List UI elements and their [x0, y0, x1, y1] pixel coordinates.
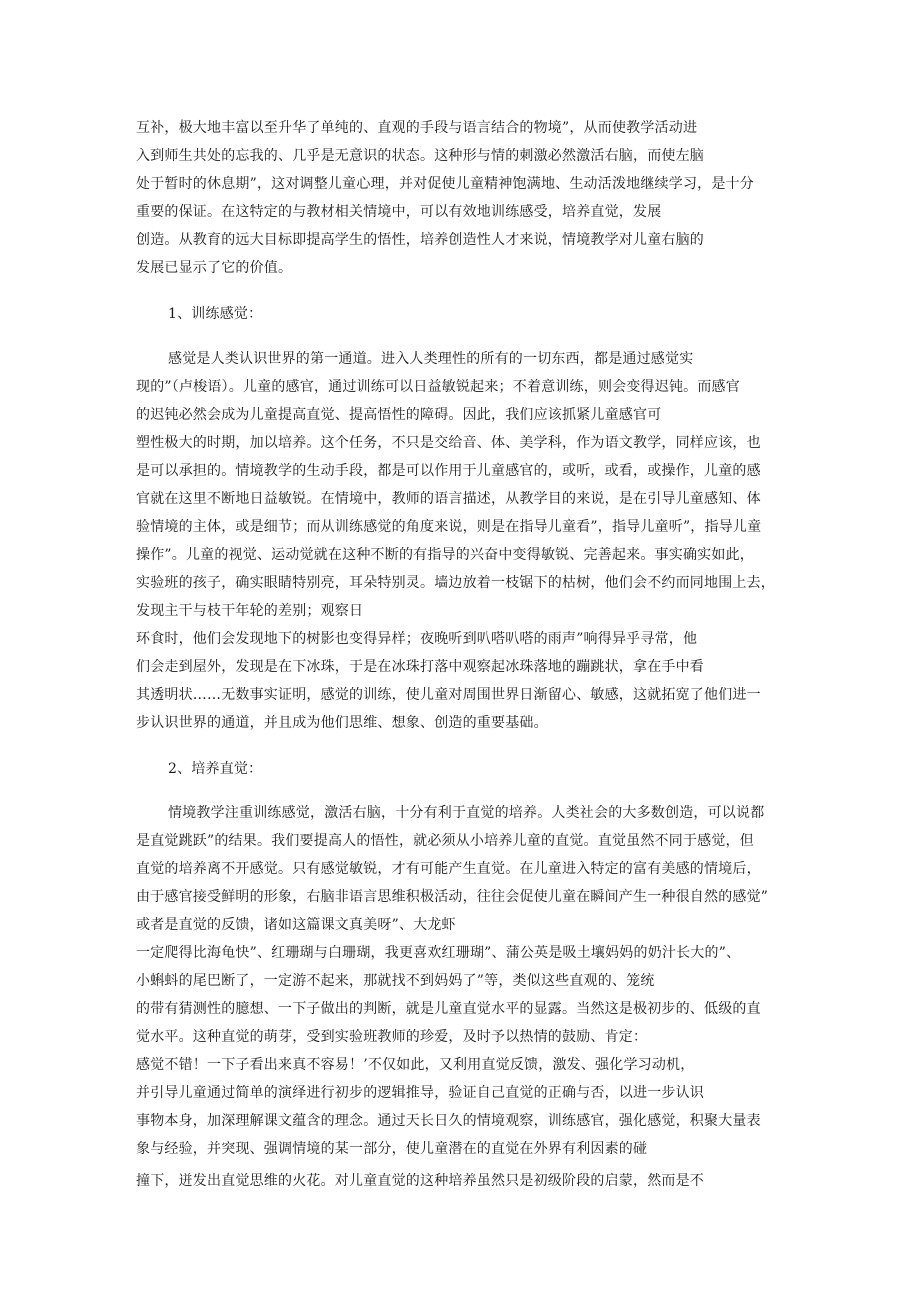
section-1-line-10: 发现主干与枝干年轮的差别；观察日	[136, 603, 364, 619]
section-2-line-6: 一定爬得比海龟快”、红珊瑚与白珊瑚，我更喜欢红珊瑚”、蒲公英是吸土壤妈妈的奶汁长大的”、	[136, 945, 741, 961]
intro-line-4: 重要的保证。在这特定的与教材相关情境中，可以有效地训练感受，培养直觉，发展	[136, 204, 662, 220]
section-1-line-9: 实验班的孩子，确实眼睛特别亮，耳朵特别灵。墙边放着一枝锯下的枯树，他们会不约而同地围上去，	[136, 575, 775, 591]
section-1-line-4: 塑性极大的时期，加以培养。这个任务，不只是交给音、体、美学科，作为语文教学，同样应该，也	[136, 435, 761, 451]
intro-line-6: 发展已显示了它的价值。	[136, 260, 293, 276]
section-2-line-2: 是直觉跳跃”的结果。我们要提高人的悟性，就必须从小培养儿童的直觉。直觉虽然不同于感觉，但	[136, 833, 754, 849]
section-2-line-10: 感觉不错！一下子看出来真不容易！’不仅如此，又利用直觉反馈，激发、强化学习动机，	[136, 1057, 695, 1073]
section-1-line-5: 是可以承担的。情境教学的生动手段，都是可以作用于儿童感官的，或听，或看，或操作，儿童的感	[136, 463, 761, 479]
section-1-line-12: 们会走到屋外，发现是在下冰珠，于是在冰珠打落中观察起冰珠落地的蹦跳状，拿在手中看	[136, 659, 704, 675]
section-1-line-3: 的迟钝必然会成为儿童提高直觉、提高悟性的障碍。因此，我们应该抓紧儿童感官可	[136, 407, 662, 423]
section-2-line-4: 由于感官接受鲜明的形象，右脑非语言思维积极活动，往往会促使儿童在瞬间产生一种很自然的感觉”	[136, 889, 769, 905]
section-2-line-5: 或者是直觉的反馈，诸如这篇课文真美呀”、大龙虾	[136, 917, 456, 933]
section-2-line-9: 觉水平。这种直觉的萌芽，受到实验班教师的珍爱，及时予以热情的鼓励、肯定：	[136, 1029, 648, 1045]
section-2-line-3: 直觉的培养离不开感觉。只有感觉敏锐，才有可能产生直觉。在儿童进入特定的富有美感的情境后，	[136, 861, 761, 877]
section-1-line-6: 官就在这里不断地日益敏锐。在情境中，教师的语言描述，从教学目的来说，是在引导儿童感知、体	[136, 491, 761, 507]
intro-line-2: 入到师生共处的忘我的、几乎是无意识的状态。这种形与情的刺激必然激活右脑，而使左脑	[136, 148, 704, 164]
section-2-line-12: 事物本身，加深理解课文蕴含的理念。通过天长日久的情境观察，训练感官，强化感觉，积聚大量表	[136, 1113, 761, 1129]
intro-line-5: 创造。从教育的远大目标即提高学生的悟性，培养创造性人才来说，情境教学对儿童右脑的	[136, 232, 704, 248]
section-1-line-11: 环食时，他们会发现地下的树影也变得异样；夜晚听到叭嗒叭嗒的雨声”响得异乎寻常，他	[136, 631, 698, 647]
section-1-heading: 1、训练感觉：	[168, 306, 263, 322]
section-2-line-7: 小蝌蚪的尾巴断了，一定游不起来，那就找不到妈妈了”等，类似这些直观的、笼统	[136, 973, 655, 989]
intro-line-1: 互补，极大地丰富以至升华了单纯的、直观的手段与语言结合的物境”，从而使教学活动进	[136, 120, 698, 136]
section-2-heading: 2、培养直觉：	[168, 761, 263, 777]
section-1-line-13: 其透明状……无数事实证明，感觉的训练，使儿童对周围世界日渐留心、敏感，这就拓宽了他们进一	[136, 687, 761, 703]
intro-line-3: 处于暂时的休息期”，这对调整儿童心理，并对促使儿童精神饱满地、生动活泼地继续学习，是十分	[136, 176, 754, 192]
section-2-line-14: 撞下，迸发出直觉思维的火花。对儿童直觉的这种培养虽然只是初级阶段的启蒙，然而是不	[136, 1173, 704, 1189]
section-2-line-1: 情境教学注重训练感觉，激活右脑，十分有利于直觉的培养。人类社会的大多数创造，可以说都	[168, 805, 765, 821]
section-2-line-8: 的带有猜测性的臆想、一下子做出的判断，就是儿童直觉水平的显露。当然这是极初步的、低级的直	[136, 1001, 761, 1017]
section-1-line-14: 步认识世界的通道，并且成为他们思维、想象、创造的重要基础。	[136, 715, 548, 731]
section-1-line-8: 操作”。儿童的视觉、运动觉就在这种不断的有指导的兴奋中变得敏锐、完善起来。事实确实如此，	[136, 547, 754, 563]
section-1-line-1: 感觉是人类认识世界的第一通道。进入人类理性的所有的一切东西，都是通过感觉实	[168, 351, 694, 367]
section-2-line-11: 并引导儿童通过简单的演绎进行初步的逻辑推导，验证自己直觉的正确与否，以进一步认识	[136, 1085, 704, 1101]
section-1-line-7: 验情境的主体，或是细节；而从训练感觉的角度来说，则是在指导儿童看”，指导儿童听”，指导儿童	[136, 519, 762, 535]
section-1-line-2: 现的”（卢梭语）。儿童的感官，通过训练可以日益敏锐起来；不着意训练，则会变得迟钝。而感官	[136, 379, 740, 395]
section-2-line-13: 象与经验，并突现、强调情境的某一部分，使儿童潜在的直觉在外界有利因素的碰	[136, 1141, 648, 1157]
